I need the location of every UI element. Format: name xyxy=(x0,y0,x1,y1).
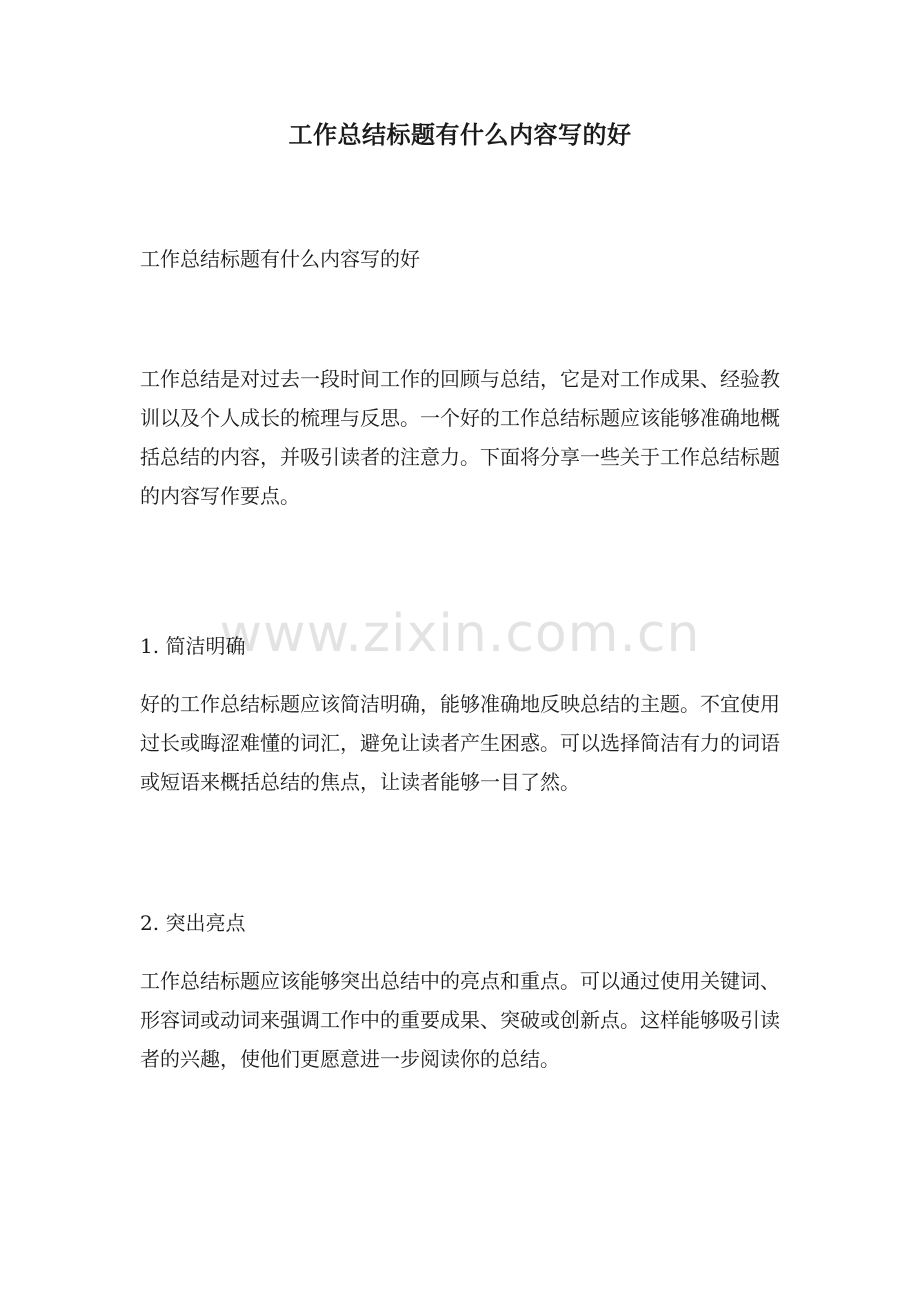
section-heading-1: 1. 简洁明确 xyxy=(140,634,246,658)
section-body-2: 工作总结标题应该能够突出总结中的亮点和重点。可以通过使用关键词、形容词或动词来强调工作中的重要成果、突破或创新点。这样能够吸引读者的兴趣，使他们更愿意进一步阅读你的总结。 xyxy=(140,969,780,1071)
section-body-1: 好的工作总结标题应该简洁明确，能够准确地反映总结的主题。不宜使用过长或晦涩难懂的词汇，避免让读者产生困惑。可以选择简洁有力的词语或短语来概括总结的焦点，让读者能够一目了然。 xyxy=(140,692,780,794)
document-title: 工作总结标题有什么内容写的好 xyxy=(288,120,632,149)
intro-paragraph: 工作总结是对过去一段时间工作的回顾与总结，它是对工作成果、经验教训以及个人成长的梳理与反思。一个好的工作总结标题应该能够准确地概括总结的内容，并吸引读者的注意力。下面将分享一些关于工作总结标题的内容写作要点。 xyxy=(140,367,780,508)
document-subtitle: 工作总结标题有什么内容写的好 xyxy=(140,247,420,271)
section-heading-2: 2. 突出亮点 xyxy=(140,911,246,935)
watermark: www.zixin.com.cn xyxy=(219,604,701,664)
